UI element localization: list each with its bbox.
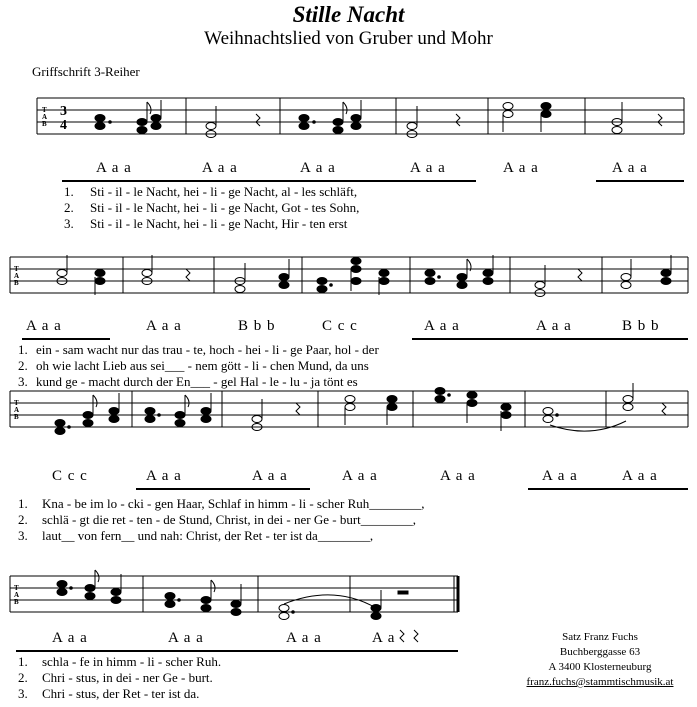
svg-text:A: A bbox=[14, 591, 20, 599]
verse-2-1: ein - sam wacht nur das trau - te, hoch - hei - li - ge Paar, hol - der bbox=[36, 342, 379, 357]
bass-letters-1a: A a a bbox=[96, 160, 132, 176]
bass-letters-4d: A a bbox=[372, 630, 396, 646]
verse-num-3-2: 2. bbox=[18, 512, 28, 527]
verse-num-4-1: 1. bbox=[18, 654, 28, 669]
bass-letters-3e: A a a bbox=[440, 468, 476, 484]
svg-text:A: A bbox=[14, 272, 20, 280]
svg-text:T: T bbox=[14, 265, 19, 273]
staff-system-4 bbox=[0, 566, 697, 626]
verse-num-1-2: 2. bbox=[64, 200, 74, 215]
staff-system-1 bbox=[0, 88, 697, 148]
svg-text:T: T bbox=[14, 399, 19, 407]
bass-letters-4b: A a a bbox=[168, 630, 204, 646]
bass-letters-2f: A a a bbox=[536, 318, 572, 334]
bass-letters-4c: A a a bbox=[286, 630, 322, 646]
verse-3-1: Kna - be im lo - cki - gen Haar, Schlaf in himm - li - scher Ruh________, bbox=[42, 496, 425, 511]
svg-text:T: T bbox=[14, 584, 19, 592]
verse-1-1: Sti - il - le Nacht, hei - li - ge Nacht, al - les schläft, bbox=[90, 184, 358, 199]
song-subtitle: Weihnachtslied von Gruber und Mohr bbox=[204, 28, 493, 49]
bass-bar-3b bbox=[528, 488, 688, 490]
verse-4-3: Chri - stus, der Ret - ter ist da. bbox=[42, 686, 200, 701]
bass-bar-3a bbox=[136, 488, 310, 490]
rest-icon bbox=[396, 628, 426, 644]
bass-letters-2a: A a a bbox=[26, 318, 62, 334]
bass-letters-3d: A a a bbox=[342, 468, 378, 484]
verse-num-4-3: 3. bbox=[18, 686, 28, 701]
bass-letters-2e: A a a bbox=[424, 318, 460, 334]
author-name: Satz Franz Fuchs bbox=[562, 631, 638, 643]
bass-letters-3c: A a a bbox=[252, 468, 288, 484]
verse-2-3: kund ge - macht durch der En___ - gel Hal - le - lu - ja tönt es bbox=[36, 374, 358, 389]
verse-num-2-2: 2. bbox=[18, 358, 28, 373]
staff-system-2 bbox=[0, 247, 697, 307]
verse-num-3-1: 1. bbox=[18, 496, 28, 511]
author-credit bbox=[510, 630, 690, 690]
notation-label: Griffschrift 3-Reiher bbox=[32, 64, 140, 79]
verse-num-3-3: 3. bbox=[18, 528, 28, 543]
verse-num-2-1: 1. bbox=[18, 342, 28, 357]
bass-bar-2a bbox=[22, 338, 110, 340]
verse-4-1: schla - fe in himm - li - scher Ruh. bbox=[42, 654, 222, 669]
svg-text:B: B bbox=[14, 413, 19, 421]
staff-system-3 bbox=[0, 381, 697, 441]
song-title: Stille Nacht bbox=[292, 2, 405, 27]
bass-letters-1d: A a a bbox=[410, 160, 446, 176]
verse-num-2-3: 3. bbox=[18, 374, 28, 389]
bass-letters-1e: A a a bbox=[503, 160, 539, 176]
bass-letters-1c: A a a bbox=[300, 160, 336, 176]
verse-4-2: Chri - stus, in dei - ner Ge - burt. bbox=[42, 670, 213, 685]
verse-3-3: laut__ von fern__ und nah: Christ, der Ret - ter ist da________, bbox=[42, 528, 374, 543]
author-email-link[interactable]: franz.fuchs@stammtischmusik.at bbox=[526, 676, 674, 688]
bass-letters-2g: B b b bbox=[622, 318, 660, 334]
bass-bar-4 bbox=[16, 650, 458, 652]
verse-num-1-1: 1. bbox=[64, 184, 74, 199]
author-street: Buchberggasse 63 bbox=[559, 646, 641, 658]
time-signature-top: 3 bbox=[60, 104, 67, 119]
bass-letters-3a: C c c bbox=[52, 468, 88, 484]
bass-letters-4a: A a a bbox=[52, 630, 88, 646]
bass-letters-1f: A a a bbox=[612, 160, 648, 176]
bass-letters-3g: A a a bbox=[622, 468, 658, 484]
svg-text:B: B bbox=[42, 120, 47, 128]
bass-letters-3f: A a a bbox=[542, 468, 578, 484]
verse-1-2: Sti - il - le Nacht, hei - li - ge Nacht, Got - tes Sohn, bbox=[90, 200, 360, 215]
bass-bar-1b bbox=[596, 180, 684, 182]
author-city: A 3400 Klosterneuburg bbox=[548, 661, 652, 673]
bass-letters-3b: A a a bbox=[146, 468, 182, 484]
bass-bar-1 bbox=[62, 180, 476, 182]
bass-letters-2b: A a a bbox=[146, 318, 182, 334]
bass-letters-1b: A a a bbox=[202, 160, 238, 176]
verse-num-4-2: 2. bbox=[18, 670, 28, 685]
svg-text:A: A bbox=[42, 113, 48, 121]
verse-2-2: oh wie lacht Lieb aus sei___ - nem gött - li - chen Mund, da uns bbox=[36, 358, 369, 373]
svg-text:B: B bbox=[14, 279, 19, 287]
bass-letters-2c: B b b bbox=[238, 318, 276, 334]
verse-num-1-3: 3. bbox=[64, 216, 74, 231]
bass-letters-2d: C c c bbox=[322, 318, 358, 334]
time-signature-bottom: 4 bbox=[60, 118, 67, 133]
tab-clef: T bbox=[42, 106, 47, 114]
bass-bar-2b bbox=[412, 338, 688, 340]
verse-1-3: Sti - il - le Nacht, hei - li - ge Nacht, Hir - ten erst bbox=[90, 216, 348, 231]
svg-text:B: B bbox=[14, 598, 19, 606]
svg-text:A: A bbox=[14, 406, 20, 414]
verse-3-2: schlä - gt die ret - ten - de Stund, Christ, in dei - ner Ge - burt________, bbox=[42, 512, 417, 527]
